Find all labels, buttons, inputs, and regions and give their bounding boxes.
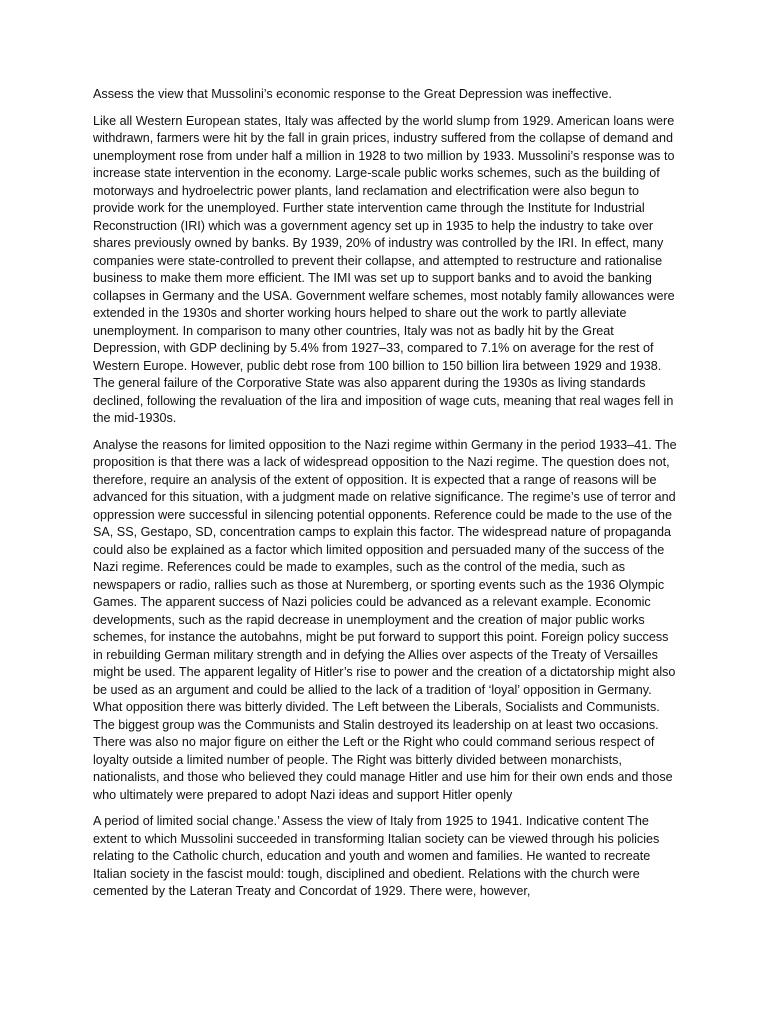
answer-paragraph-italy-economy: Like all Western European states, Italy was affected by the world slump from 1929. American loans were withdrawn, farmers were hit by the fall in grain prices, industry suffered from the collapse of demand and unemployment rose from under half a million in 1928 to two million by 1933. Mussolini’s response was to increase state intervention in the economy. Large-scale public works schemes, such as the building of motorways and hydroelectric power plants, land reclamation and electrification were also begun to provide work for the unemployed. Further state intervention came through the Institute for Industrial Reconstruction (IRI) which was a government agency set up in 1935 to help the industry to take over shares previously owned by banks. By 1939, 20% of industry was controlled by the IRI. In effect, many companies were state-controlled to prevent their collapse, and attempted to restructure and rationalise business to make them more efficient. The IMI was set up to support banks and to avoid the banking collapses in Germany and the USA. Government welfare schemes, most notably family allowances were extended in the 1930s and shorter working hours helped to share out the work to partly alleviate unemployment. In comparison to many other countries, Italy was not as badly hit by the Great Depression, with GDP declining by 5.4% from 1927–33, compared to 7.1% on average for the rest of Western Europe. However, public debt rose from 100 billion to 150 billion lira between 1929 and 1938. The general failure of the Corporative State was also apparent during the 1930s as living standards declined, following the revaluation of the lira and imposition of wage cuts, meaning that real wages fell in the mid-1930s. [93, 113, 675, 425]
answer-paragraph-nazi-opposition: Analyse the reasons for limited opposition to the Nazi regime within Germany in the period 1933–41. The proposition is that there was a lack of widespread opposition to the Nazi regime. The question does not, therefore, require an analysis of the extent of opposition. It is expected that a range of reasons will be advanced for this situation, with a judgment made on relative significance. The regime’s use of terror and oppression were successful in silencing potential opponents. Reference could be made to the use of the SA, SS, Gestapo, SD, concentration camps to explain this factor. The widespread nature of propaganda could also be explained as a factor which limited opposition and persuaded many of the success of the Nazi regime. References could be made to examples, such as the control of the media, such as newspapers or radio, rallies such as those at Nuremberg, or sporting events such as the 1936 Olympic Games. The apparent success of Nazi policies could be advanced as a relevant example. Economic developments, such as the rapid decrease in unemployment and the creation of major public works schemes, for instance the autobahns, might be put forward to support this point. Foreign policy success in rebuilding German military strength and in defying the Allies over aspects of the Treaty of Versailles might be used. The apparent legality of Hitler’s rise to power and the creation of a dictatorship might also be used as an argument and could be allied to the lack of a tradition of ‘loyal’ opposition in Germany. What opposition there was bitterly divided. The Left between the Liberals, Socialists and Communists. The biggest group was the Communists and Stalin destroyed its leadership on at least two occasions. There was also no major figure on either the Left or the Right who could command serious respect of loyalty outside a limited number of people. The Right was bitterly divided between monarchists, nationalists, and those who believed they could manage Hitler and use him for their own ends and those who ultimately were prepared to adopt Nazi ideas and support Hitler openly [93, 437, 677, 802]
question-heading: Assess the view that Mussolini’s economic response to the Great Depression was ineffective. [93, 87, 612, 101]
answer-paragraph-italy-social-change: A period of limited social change.’ Assess the view of Italy from 1925 to 1941. Indicative content The extent to which Mussolini succeeded in transforming Italian society can be viewed through his policies relating to the Catholic church, education and youth and women and families. He wanted to recreate Italian society in the fascist mould: tough, disciplined and obedient. Relations with the church were cemented by the Lateran Treaty and Concordat of 1929. There were, however, [93, 814, 660, 898]
document-page [93, 86, 677, 910]
